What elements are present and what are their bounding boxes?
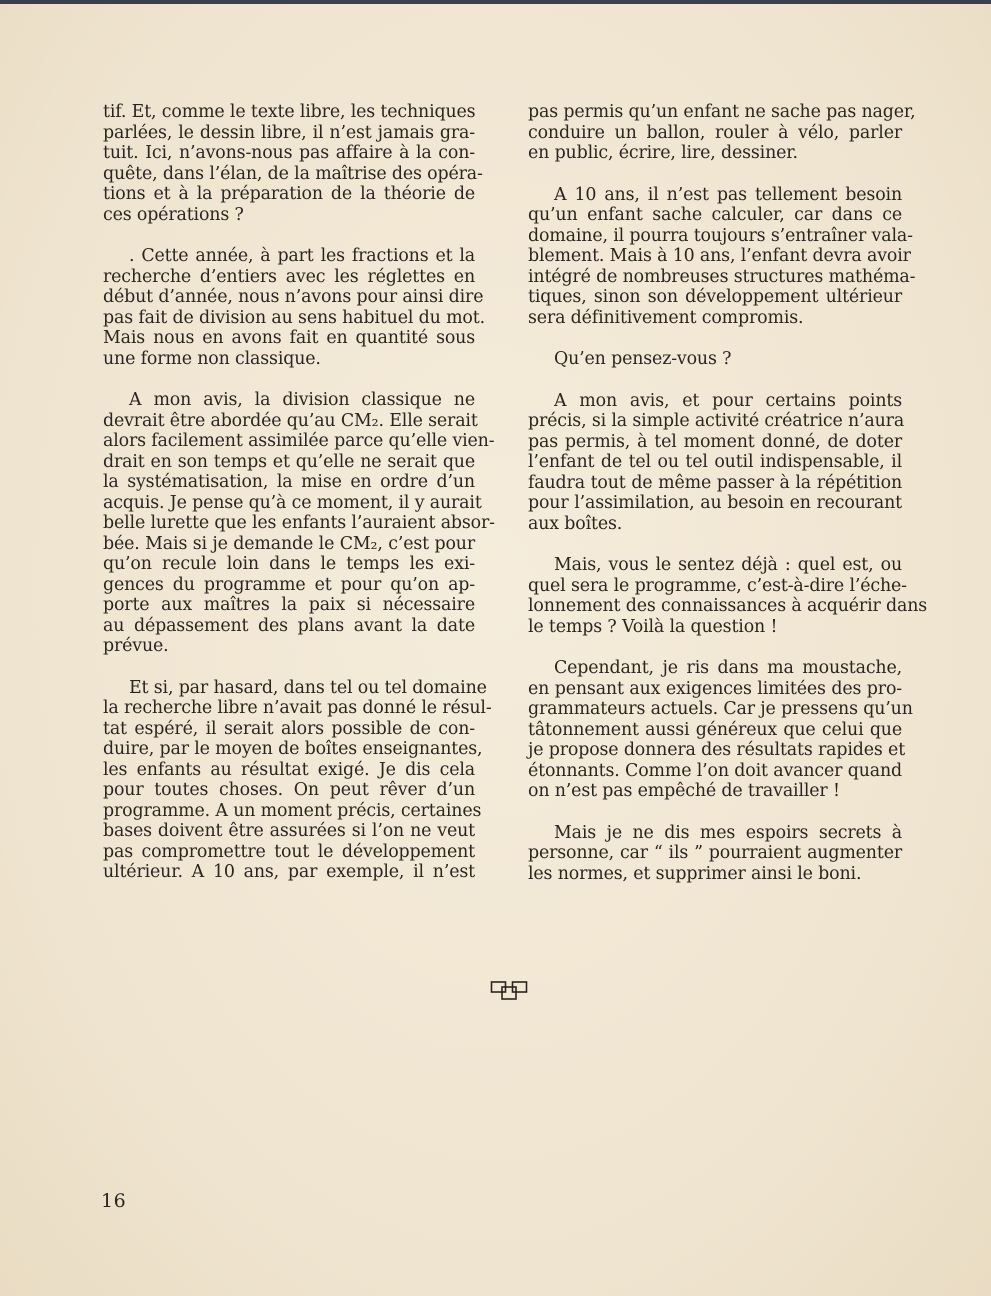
text-line: intégré de nombreuses structures mathéma- [528, 266, 916, 287]
page-number: 16 [101, 1190, 127, 1212]
text-line: qu’un enfant sache calculer, car dans ce [528, 205, 902, 225]
text-line: duire, par le moyen de boîtes enseignantes, [103, 739, 483, 759]
text-line: pas compromettre tout le développement [103, 841, 475, 862]
paragraph [528, 349, 902, 370]
text-line: ultérieur. A 10 ans, par exemple, il n’est [103, 862, 475, 882]
text-line: début d’année, nous n’avons pour ainsi dire [103, 287, 484, 307]
text-line: une forme non classique. [103, 348, 321, 369]
text-line: prévue. [103, 636, 169, 656]
text-line: blement. Mais à 10 ans, l’enfant devra avoir [528, 246, 911, 266]
paragraph [528, 823, 902, 885]
text-line: Mais, vous le sentez déjà : quel est, ou [554, 555, 902, 575]
text-line: Mais nous en avons fait en quantité sous [103, 328, 475, 348]
text-line: les enfants au résultat exigé. Je dis cela [103, 759, 475, 780]
text-line: Cependant, je ris dans ma moustache, [554, 658, 902, 678]
paragraph [103, 102, 483, 225]
paragraph [103, 390, 495, 657]
text-line: au dépassement des plans avant la date [103, 615, 475, 636]
text-line: pour toutes choses. On peut rêver d’un [103, 780, 475, 800]
text-line: drait en son temps et qu’elle ne serait que [103, 451, 475, 472]
text-line: tif. Et, comme le texte libre, les techniques [103, 102, 476, 122]
text-line: tat espéré, il serait alors possible de con- [103, 718, 475, 739]
text-line: le temps ? Voilà la question ! [528, 616, 778, 637]
text-line: programme. A un moment précis, certaines [103, 800, 482, 821]
text-line: personne, car “ ils ” pourraient augmenter [528, 843, 902, 863]
text-line: faudra tout de même passer à la répétition [528, 472, 902, 493]
right-column [528, 102, 928, 905]
text-line: en pensant aux exigences limitées des pro- [528, 678, 902, 699]
text-line: la systématisation, la mise en ordre d’un [103, 472, 475, 492]
text-line: quel sera le programme, c’est-à-dire l’éche- [528, 575, 907, 596]
text-line: A mon avis, la division classique ne [129, 390, 475, 410]
paragraph [528, 658, 913, 802]
text-line: parlées, le dessin libre, il n’est jamais gra- [103, 122, 475, 143]
text-line: A mon avis, et pour certains points [554, 390, 902, 411]
text-line: précis, si la simple activité créatrice n’aura [528, 411, 905, 431]
text-line: devrait être abordée qu’au CM₂. Elle serait [103, 410, 478, 431]
text-line: porte aux maîtres la paix si nécessaire [103, 595, 475, 615]
text-line: bée. Mais si je demande le CM₂, c’est pour [103, 533, 475, 554]
paragraph [528, 555, 928, 637]
text-line: conduire un ballon, rouler à vélo, parler [528, 122, 902, 143]
text-line: A 10 ans, il n’est pas tellement besoin [554, 184, 902, 205]
text-line: aux boîtes. [528, 513, 623, 534]
text-line: pas fait de division au sens habituel du mot. [103, 307, 485, 328]
text-line: lonnement des connaissances à acquérir dans [528, 596, 928, 616]
text-line: pas permis qu’un enfant ne sache pas nager, [528, 102, 916, 122]
text-line: en public, écrire, lire, dessiner. [528, 143, 798, 163]
paragraph [103, 677, 492, 883]
text-line: grammateurs actuels. Car je pressens qu’un [528, 699, 913, 719]
text-line: tions et à la préparation de la théorie de [103, 184, 475, 204]
text-line: tâtonnement aussi généreux que celui que [528, 719, 902, 740]
text-line: pas permis, à tel moment donné, de doter [528, 431, 902, 452]
text-line: Qu’en pensez-vous ? [554, 349, 732, 369]
text-line: l’enfant de tel ou tel outil indispensable, il [528, 452, 902, 472]
paragraph [103, 246, 485, 369]
text-line: qu’on recule loin dans le temps les exi- [103, 554, 475, 574]
text-line: gences du programme et pour qu’on ap- [103, 574, 475, 595]
text-line: ces opérations ? [103, 204, 244, 225]
text-line: quête, dans l’élan, de la maîtrise des opéra- [103, 163, 483, 184]
text-line: Mais je ne dis mes espoirs secrets à [554, 822, 902, 843]
text-line: tuit. Ici, n’avons-nous pas affaire à la con- [103, 143, 475, 163]
text-line: je propose donnera des résultats rapides et [528, 740, 906, 760]
text-line: on n’est pas empêché de travailler ! [528, 781, 840, 801]
paragraph [528, 184, 916, 329]
left-column [103, 102, 495, 904]
text-line: . Cette année, à part les fractions et la [129, 246, 475, 266]
text-line: les normes, et supprimer ainsi le boni. [528, 863, 862, 884]
text-line: alors facilement assimilée parce qu’elle vien- [103, 431, 495, 451]
paragraph [528, 390, 905, 535]
text-line: la recherche libre n’avait pas donné le résul- [103, 698, 492, 718]
paragraph [528, 102, 916, 164]
text-line: pour l’assimilation, au besoin en recourant [528, 493, 902, 513]
text-line: étonnants. Comme l’on doit avancer quand [528, 760, 902, 781]
text-line: domaine, il pourra toujours s’entraîner vala- [528, 225, 913, 246]
text-line: sera définitivement compromis. [528, 307, 804, 328]
text-line: bases doivent être assurées si l’on ne veut [103, 821, 475, 841]
page-top-edge [0, 0, 991, 4]
text-line: belle lurette que les enfants l’auraient absor- [103, 513, 495, 533]
text-line: tiques, sinon son développement ultérieur [528, 287, 902, 307]
interlocking-squares-ornament-icon [490, 980, 528, 1002]
text-line: recherche d’entiers avec les réglettes en [103, 266, 475, 287]
text-line: Et si, par hasard, dans tel ou tel domaine [129, 677, 487, 698]
text-line: acquis. Je pense qu’à ce moment, il y aurait [103, 492, 482, 513]
